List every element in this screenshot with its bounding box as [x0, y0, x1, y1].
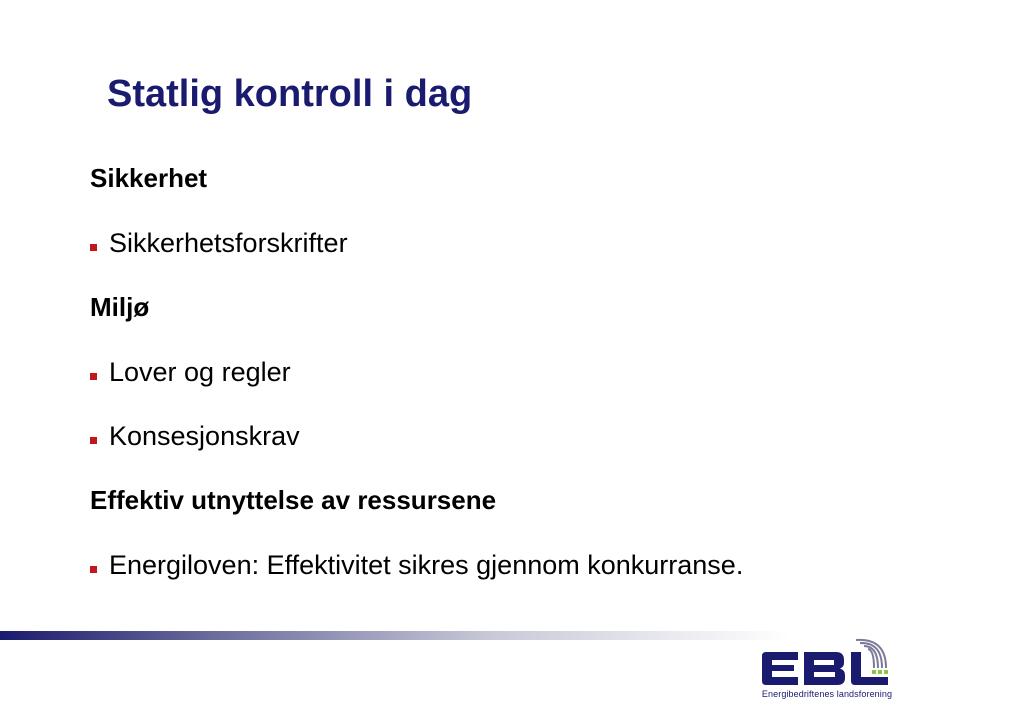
- bullet-item: [90, 227, 348, 259]
- bullet-square-icon: [90, 244, 97, 251]
- ebl-logo: [760, 634, 894, 700]
- footer-gradient-bar: [0, 631, 790, 640]
- bullet-text: Konsesjonskrav: [109, 421, 300, 451]
- bullet-text: Energiloven: Effektivitet sikres gjennom konkurranse.: [109, 550, 744, 580]
- bullet-item: [90, 356, 291, 388]
- bullet-text: Sikkerhetsforskrifter: [109, 228, 348, 258]
- bullet-item: [90, 549, 743, 581]
- section-heading-miljo: Miljø: [90, 292, 150, 322]
- slide-title: Statlig kontroll i dag: [107, 73, 473, 115]
- section-heading-effektiv: Effektiv utnyttelse av ressursene: [90, 485, 497, 515]
- bullet-square-icon: [90, 566, 97, 573]
- ebl-logo-mark: [760, 634, 894, 690]
- bullet-text: Lover og regler: [109, 357, 291, 387]
- section-heading-sikkerhet: Sikkerhet: [90, 163, 208, 193]
- bullet-item: [90, 420, 300, 452]
- bullet-square-icon: [90, 437, 97, 444]
- bullet-square-icon: [90, 373, 97, 380]
- logo-caption: Energibedriftenes landsforening: [761, 689, 893, 699]
